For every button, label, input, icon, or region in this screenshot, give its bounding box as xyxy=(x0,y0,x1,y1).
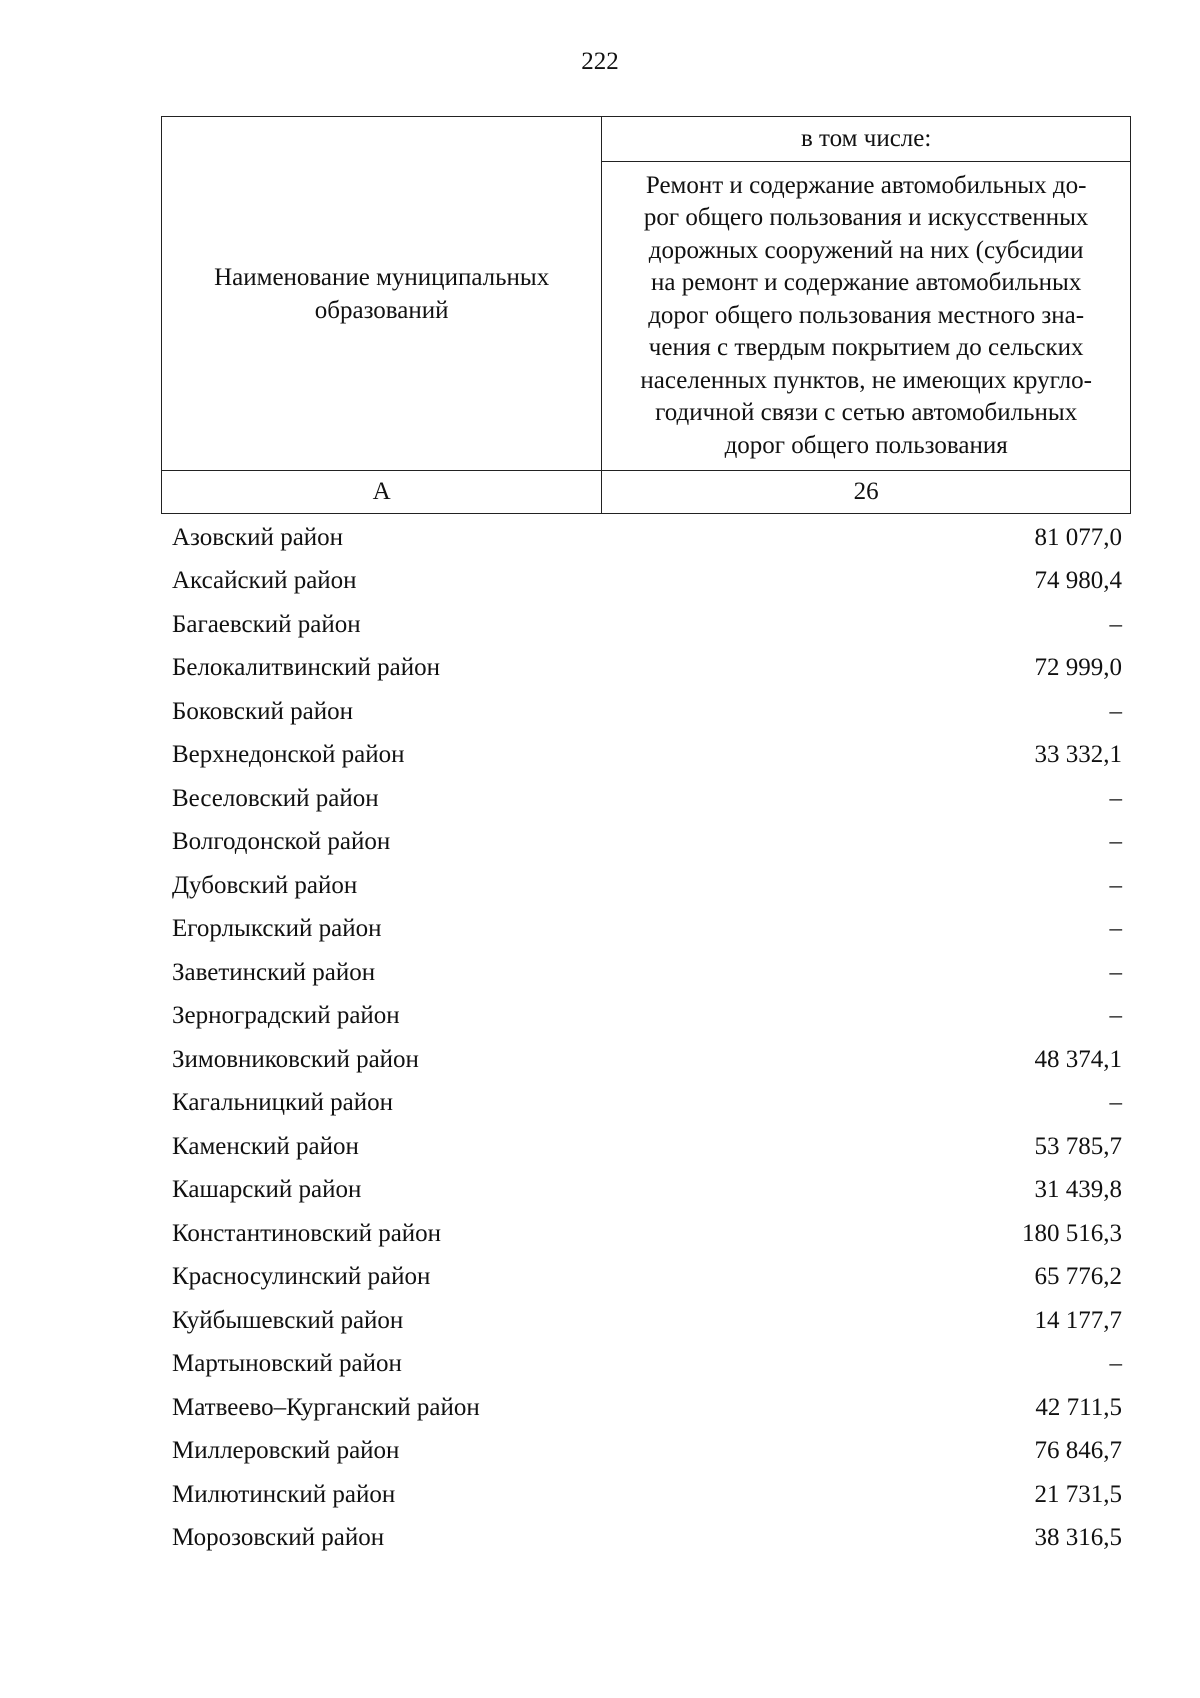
table-row xyxy=(172,821,1122,865)
row-value: – xyxy=(1109,871,1122,899)
row-name: Багаевский район xyxy=(172,610,361,638)
table-header xyxy=(161,116,1131,514)
row-name: Дубовский район xyxy=(172,871,358,899)
table-row xyxy=(172,690,1122,734)
row-value: 65 776,2 xyxy=(1034,1263,1122,1291)
row-value: 72 999,0 xyxy=(1034,654,1122,682)
row-name: Красносулинский район xyxy=(172,1263,431,1291)
row-name: Кашарский район xyxy=(172,1176,362,1204)
description-line: Ремонт и содержание автомобильных до- xyxy=(645,171,1087,199)
description-line: годичной связи с сетью автомобильных xyxy=(655,399,1078,427)
table-row xyxy=(172,1430,1122,1474)
row-name: Матвеево–Курганский район xyxy=(172,1393,480,1421)
table-row xyxy=(172,1386,1122,1430)
table-row xyxy=(172,1082,1122,1126)
table-row xyxy=(172,1038,1122,1082)
row-value: – xyxy=(1109,1350,1122,1378)
row-value: 48 374,1 xyxy=(1034,1045,1122,1073)
row-name: Куйбышевский район xyxy=(172,1306,404,1334)
table-row xyxy=(172,777,1122,821)
row-value: – xyxy=(1109,1089,1122,1117)
column-label-26: 26 xyxy=(602,471,1131,514)
row-value: 21 731,5 xyxy=(1034,1480,1122,1508)
row-value: – xyxy=(1109,1002,1122,1030)
row-name: Зимовниковский район xyxy=(172,1045,419,1073)
table-row xyxy=(172,1343,1122,1387)
row-value: 180 516,3 xyxy=(1022,1219,1122,1247)
table-row xyxy=(172,647,1122,691)
row-name: Константиновский район xyxy=(172,1219,442,1247)
row-name: Кагальницкий район xyxy=(172,1089,394,1117)
row-name: Каменский район xyxy=(172,1132,359,1160)
municipality-column-header: Наименование муниципальных образований xyxy=(162,117,602,471)
row-name: Азовский район xyxy=(172,523,344,551)
table-row xyxy=(172,951,1122,995)
row-name: Белокалитвинский район xyxy=(172,654,440,682)
row-value: – xyxy=(1109,697,1122,725)
description-line: дорог общего пользования местного зна- xyxy=(648,301,1085,329)
row-name: Миллеровский район xyxy=(172,1437,400,1465)
row-value: – xyxy=(1109,828,1122,856)
table-row xyxy=(172,1125,1122,1169)
row-value: 76 846,7 xyxy=(1034,1437,1122,1465)
table-row xyxy=(172,734,1122,778)
row-name: Милютинский район xyxy=(172,1480,396,1508)
row-value: 14 177,7 xyxy=(1034,1306,1122,1334)
table-row xyxy=(172,1299,1122,1343)
description-line: на ремонт и содержание автомобильных xyxy=(650,269,1082,297)
row-name: Волгодонской район xyxy=(172,828,391,856)
row-value: 38 316,5 xyxy=(1034,1524,1122,1552)
table-row xyxy=(172,603,1122,647)
row-value: – xyxy=(1109,915,1122,943)
row-name: Зерноградский район xyxy=(172,1002,400,1030)
row-value: 53 785,7 xyxy=(1034,1132,1122,1160)
table-row xyxy=(172,560,1122,604)
page-number: 222 xyxy=(581,48,619,75)
description-line: рог общего пользования и искусственных xyxy=(643,204,1089,232)
row-value: 33 332,1 xyxy=(1034,741,1122,769)
table-row xyxy=(172,864,1122,908)
table-row xyxy=(172,516,1122,560)
description-line: чения с твердым покрытием до сельских xyxy=(648,334,1084,362)
row-value: 81 077,0 xyxy=(1034,523,1122,551)
row-value: – xyxy=(1109,958,1122,986)
table-row xyxy=(172,908,1122,952)
row-value: – xyxy=(1109,784,1122,812)
description-line: населенных пунктов, не имеющих кругло- xyxy=(640,366,1092,394)
row-name: Егорлыкский район xyxy=(172,915,382,943)
row-value: – xyxy=(1109,610,1122,638)
table-row xyxy=(172,995,1122,1039)
row-name: Боковский район xyxy=(172,697,353,725)
table-row xyxy=(172,1517,1122,1561)
row-name: Заветинский район xyxy=(172,958,376,986)
row-name: Мартыновский район xyxy=(172,1350,402,1378)
table-row xyxy=(172,1169,1122,1213)
row-name: Верхнедонской район xyxy=(172,741,405,769)
table-row xyxy=(172,1256,1122,1300)
row-name: Веселовский район xyxy=(172,784,379,812)
row-value: 74 980,4 xyxy=(1034,567,1122,595)
column-label-a: А xyxy=(162,471,602,514)
table-row xyxy=(172,1212,1122,1256)
table-row xyxy=(172,1473,1122,1517)
description-line: дорожных сооружений на них (субсидии xyxy=(648,236,1084,264)
description-header xyxy=(602,162,1131,471)
row-value: 42 711,5 xyxy=(1035,1393,1122,1421)
group-header: в том числе: xyxy=(602,117,1131,162)
description-line: дорог общего пользования xyxy=(724,431,1008,459)
row-name: Аксайский район xyxy=(172,567,357,595)
row-name: Морозовский район xyxy=(172,1524,385,1552)
data-rows xyxy=(172,516,1122,1560)
row-value: 31 439,8 xyxy=(1034,1176,1122,1204)
